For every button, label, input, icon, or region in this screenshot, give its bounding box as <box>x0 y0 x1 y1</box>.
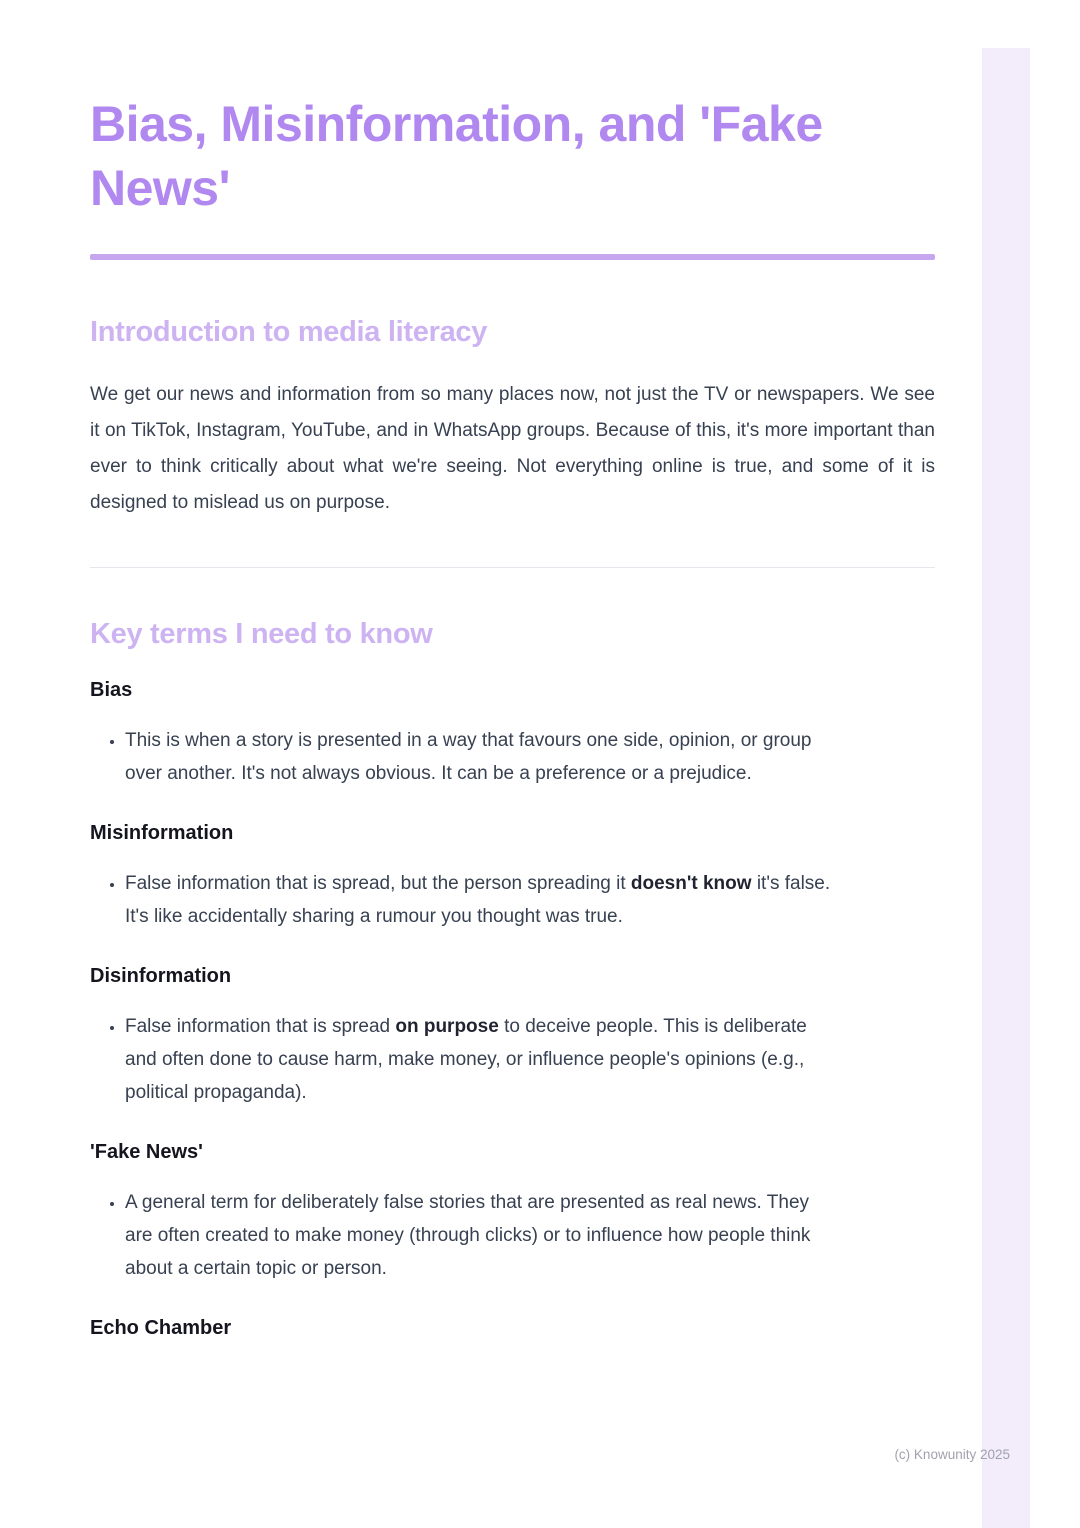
copyright-footer: (c) Knowunity 2025 <box>894 1447 1010 1462</box>
term-block-disinformation <box>90 965 935 1109</box>
title-divider <box>90 254 935 260</box>
term-heading-echo-chamber: Echo Chamber <box>90 1317 232 1339</box>
section-heading-introduction: Introduction to media literacy <box>90 316 488 348</box>
term-bullet-list <box>90 1186 835 1285</box>
term-heading-bias: Bias <box>90 679 133 701</box>
term-bullet <box>125 867 835 933</box>
term-heading-fake-news: 'Fake News' <box>90 1141 203 1163</box>
term-bullet <box>125 1010 835 1109</box>
section-divider <box>90 567 935 568</box>
section-introduction <box>90 316 935 521</box>
section-heading-key-terms: Key terms I need to know <box>90 618 433 650</box>
term-block-misinformation <box>90 822 935 933</box>
term-block-echo-chamber <box>90 1317 935 1340</box>
bullet-text-bold: doesn't know <box>630 873 752 894</box>
term-bullet-list <box>90 867 835 933</box>
term-heading-disinformation: Disinformation <box>90 965 232 987</box>
page-title: Bias, Misinformation, and 'Fake News' <box>90 96 823 216</box>
term-block-fake-news <box>90 1141 935 1285</box>
intro-paragraph: We get our news and information from so many places now, not just the TV or newspapers. We see it on TikTok, Instagram, YouTube, and in WhatsApp groups. Because of this, it's more important than ever to think critically about what we're seeing. Not everything online is true, and some of it is designed to mislead us on purpose. <box>90 384 935 513</box>
bullet-text: This is when a story is presented in a way that favours one side, opinion, or group over another. It's not always obvious. It can be a preference or a prejudice. <box>125 730 812 784</box>
section-key-terms <box>90 618 935 1340</box>
bullet-text: A general term for deliberately false stories that are presented as real news. They are often created to make money (through clicks) or to influence how people think about a certain topic or person. <box>125 1192 811 1279</box>
term-bullet <box>125 724 835 790</box>
term-bullet-list <box>90 1010 835 1109</box>
bullet-text: it's false. It's like accidentally sharing a rumour you thought was true. <box>125 873 831 927</box>
bullet-text: False information that is spread <box>125 1016 396 1037</box>
bullet-text: to deceive people. This is deliberate and often done to cause harm, make money, or influence people's opinions (e.g., political propaganda). <box>125 1016 807 1103</box>
term-block-bias <box>90 679 935 790</box>
term-bullet <box>125 1186 835 1285</box>
term-bullet-list <box>90 724 835 790</box>
bullet-text-bold: on purpose <box>395 1016 499 1037</box>
term-heading-misinformation: Misinformation <box>90 822 234 844</box>
bullet-text: False information that is spread, but the person spreading it <box>125 873 631 894</box>
